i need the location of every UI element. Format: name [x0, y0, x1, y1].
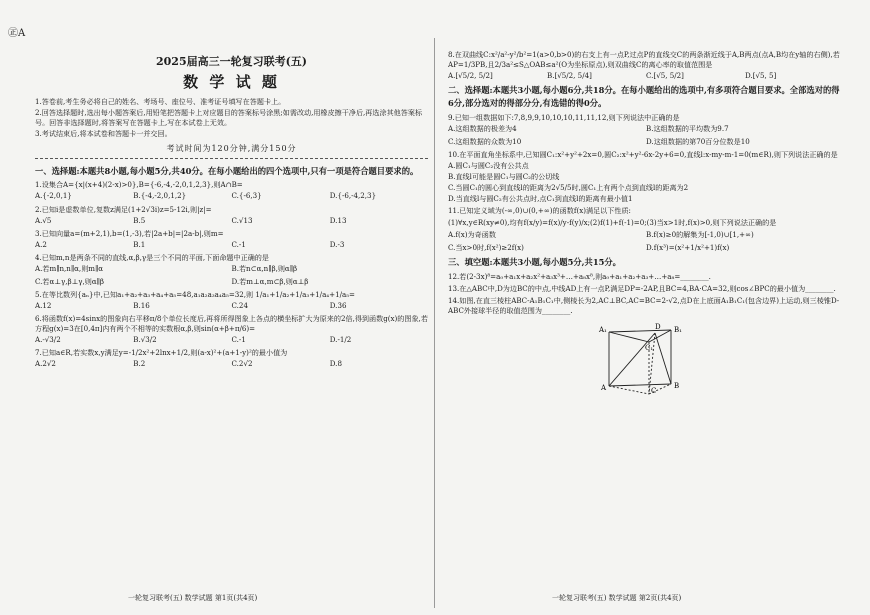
option-b: B.2	[133, 359, 146, 369]
question-stem: 5.在等比数列{aₙ}中,已知a₁+a₂+a₃+a₄+a₅=48,a₁a₂a₃a₄a₅=32,则 1/a₁+1/a₂+1/a₃+1/a₄+1/a₅=	[35, 289, 356, 299]
instruction-3: 3.考试结束后,将本试卷和答题卡一并交回。	[35, 129, 172, 139]
question-stem: 11.已知定义域为(-∞,0)∪(0,+∞)的函数f(x)满足以下性质:	[448, 206, 631, 216]
question-stem: 6.将函数f(x)=4sinx的图象向右平移π/8个单位长度后,再将所得图象上各点的横坐标扩大为原来的2倍,得到函数g(x)的图象,若方程g(x)=3在[0,4π]内有两个不相等的实数根α,β,则sin(α+β+π/6)=	[35, 314, 428, 334]
question-1	[35, 180, 428, 201]
section-one-heading: 一、选择题:本题共8小题,每小题5分,共40分。在每小题给出的四个选项中,只有一项是符合题目要求的。	[35, 165, 419, 176]
question-7	[35, 348, 428, 369]
option-c: C.-1	[231, 239, 246, 249]
question-stem: 7.已知a∈R,若实数x,y满足y=-1/2x²+2lnx+1/2,则(a-x)²+(a+1-y)²的最小值为	[35, 348, 288, 358]
option-b: B.若n⊂α,n∥β,则α∥β	[231, 263, 298, 273]
option-b: B.f(x)≥0的解集为[-1,0)∪[1,+∞)	[646, 229, 754, 239]
exam-title: 2025届高三一轮复习联考(五)	[155, 55, 308, 68]
label-c: C	[651, 386, 657, 395]
option-a: A.√5	[35, 215, 52, 225]
question-stem: 1.设集合A={x|(x+4)(2-x)>0},B={-6,-4,-2,0,1,2,3},则A∩B=	[35, 180, 243, 190]
option-b: B.这组数据的平均数为9.7	[646, 123, 729, 133]
option-b: B.{-4,-2,0,1,2}	[133, 191, 187, 201]
label-c1: C₁	[645, 343, 654, 352]
footer-page-one: 一轮复习联考(五) 数学试题 第1页(共4页)	[128, 594, 258, 602]
section-three-heading: 三、填空题:本题共3小题,每小题5分,共15分。	[448, 256, 621, 267]
option-d: D.f(x³)=(x²+1/x²+1)f(x)	[646, 242, 730, 252]
option-d: D.-3	[329, 239, 345, 249]
question-stem: 3.已知向量a=(m+2,1),b=(1,-3),若|2a+b|=|2a-b|,则m=	[35, 228, 224, 238]
footer-page-two: 一轮复习联考(五) 数学试题 第2页(共4页)	[552, 594, 682, 602]
option-a: A.2	[35, 239, 47, 249]
option-b: B.√3/2	[133, 335, 157, 345]
page-two	[448, 48, 844, 603]
option-b: B.1	[133, 239, 146, 249]
page-divider	[434, 38, 435, 608]
option-c: C.√13	[231, 215, 253, 225]
instruction-1: 1.答卷前,考生务必将自己的姓名、考场号、座位号、准考证号填写在答题卡上。	[35, 96, 286, 106]
option-c: C.-1	[231, 335, 246, 345]
page-one	[35, 48, 428, 603]
option-a: A.{-2,0,1}	[35, 191, 72, 201]
option-a: A.[√5/2, 5/2]	[448, 71, 493, 81]
option-c: C.24	[231, 301, 248, 310]
option-d: D.36	[329, 301, 347, 310]
question-6	[35, 314, 428, 345]
option-d: D.当直线l与圆C₂有公共点时,点C₁到直线l的距离有最小值1	[448, 194, 633, 204]
option-b: B.5	[133, 215, 146, 225]
question-stem: 2.已知i是虚数单位,复数z满足(1+2√3i)z=5-12i,则|z|=	[35, 204, 212, 214]
question-stem-conditions: (1)∀x,y∈R(xy≠0),均有f(x/y)=f(x)/y-f(y)/x;(2)f(1)+f(-1)=0;(3)当x>1时,f(x)>0,则下列说法正确的是	[448, 218, 777, 228]
question-stem: 8.在双曲线C:x²/a²-y²/b²=1(a>0,b>0)的右支上有一点P,过点P的直线交C的两条渐近线于A,B两点(点A,B均在y轴的右侧),若AP=1/3PB,且2/3a²≤S△OAB≤a²(O为坐标原点),则双曲线C的离心率的取值范围是	[448, 50, 840, 70]
question-stem: 9.已知一组数据如下:7,8,9,9,10,10,10,11,11,12,则下列说法中正确的是	[448, 112, 680, 122]
label-a1: A₁	[599, 325, 607, 334]
option-d: D.13	[329, 215, 347, 225]
question-stem: 4.已知m,n是两条不同的直线,α,β,γ是三个不同的平面,下面命题中正确的是	[35, 252, 269, 262]
option-a: A.12	[35, 301, 52, 310]
option-c: C.2√2	[231, 359, 253, 369]
option-d: D.{-6,-4,2,3}	[329, 191, 377, 201]
option-d: D.8	[329, 359, 342, 369]
question-3	[35, 229, 428, 250]
option-d: D.这组数据的第70百分位数是10	[646, 137, 750, 147]
prism-diagram	[591, 320, 701, 396]
option-a: A.-√3/2	[35, 335, 61, 345]
option-a: A.圆C₁与圆C₂没有公共点	[448, 161, 529, 171]
exam-subject: 数 学 试 题	[183, 72, 280, 91]
question-8	[448, 50, 844, 81]
label-a: A	[601, 383, 607, 392]
label-d: D	[655, 322, 661, 331]
question-12: 12.若(2-3x)⁸=a₀+a₁x+a₂x²+a₃x³+…+a₈x⁸,则a₀+a₁+a₂+a₃+…+a₈=________.	[448, 271, 711, 281]
question-4	[35, 253, 428, 287]
option-c: C.{-6,3}	[231, 191, 262, 201]
option-d: D.[√5, 5]	[745, 71, 777, 81]
section-two-heading: 二、选择题:本题共3小题,每小题6分,共18分。在每小题给出的选项中,有多项符合题目要求。全部选对的得6分,部分选对的得部分分,有选错的得0分。	[448, 85, 840, 109]
question-5	[35, 290, 428, 311]
header-separator	[35, 158, 428, 159]
question-9	[448, 113, 844, 147]
question-14: 14.如图,在直三棱柱ABC-A₁B₁C₁中,侧棱长为2,AC⊥BC,AC=BC=2-√2,点D在上底面A₁B₁C₁(包含边界)上运动,则三棱锥D-ABC外接球半径的取值范围为________.	[448, 295, 840, 315]
label-b: B	[674, 381, 680, 390]
corner-mark: ㊣A	[8, 28, 26, 39]
question-stem: 10.在平面直角坐标系中,已知圆C₁:x²+y²+2x=0,圆C₂:x²+y²-6x-2y+6=0,直线l:x-my-m-1=0(m∈R),则下列说法正确的是	[448, 150, 838, 160]
exam-time: 考试时间为120分钟,满分150分	[166, 144, 297, 154]
question-10	[448, 150, 844, 204]
option-c: C.这组数据的众数为10	[448, 137, 522, 147]
question-11	[448, 206, 844, 252]
option-c: C.当x>0时,f(x²)≥2f(x)	[448, 242, 524, 252]
option-c: C.若α⊥γ,β⊥γ,则α∥β	[35, 276, 105, 286]
option-a: A.这组数据的极差为4	[448, 123, 517, 133]
option-c: C.当圆C₁的圆心到直线l的距离为2√5/5时,圆C₁上有两个点到直线l的距离为2	[448, 183, 689, 193]
option-d: D.-1/2	[329, 335, 352, 345]
option-d: D.若m⊥α,m⊂β,则α⊥β	[231, 276, 309, 286]
option-a: A.若m∥n,n∥α,则m∥α	[35, 263, 104, 273]
option-b: B.16	[133, 301, 150, 310]
question-2	[35, 205, 428, 226]
option-c: C.[√5, 5/2]	[646, 71, 684, 81]
option-b: B.直线l可能是圆C₁与圆C₂的公切线	[448, 172, 560, 182]
instruction-2: 2.回答选择题时,选出每小题答案后,用铅笔把答题卡上对应题目的答案标号涂黑;如需改动,用橡皮擦干净后,再选涂其他答案标号。回答非选择题时,将答案写在答题卡上,写在本试卷上无效。	[35, 107, 423, 128]
option-a: A.2√2	[35, 359, 56, 369]
question-13: 13.在△ABC中,D为边BC的中点,中线AD上有一点P,满足DP=-2AP,且BC=4,BA·CA=32,则cos∠BPC的最小值为________.	[448, 283, 836, 293]
label-b1: B₁	[674, 325, 682, 334]
option-a: A.f(x)为奇函数	[448, 229, 496, 239]
option-b: B.[√5/2, 5/4]	[547, 71, 592, 81]
prism-figure	[448, 320, 844, 396]
